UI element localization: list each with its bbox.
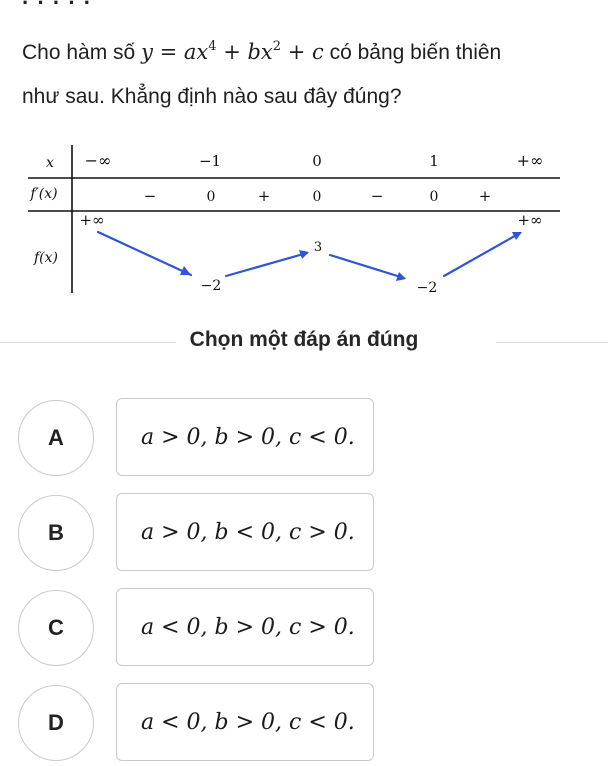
cropped-heading: · · · · · bbox=[22, 0, 93, 15]
x-value-one: 1 bbox=[429, 152, 439, 170]
function-expression: $y = ax^4 + bx^2 + c$ bbox=[141, 39, 324, 64]
option-answer-box[interactable]: a < 0, b > 0, c > 0. bbox=[116, 588, 374, 666]
answer-option-c[interactable] bbox=[18, 588, 378, 668]
fprime-zero-2: 0 bbox=[312, 189, 322, 205]
decreasing-arrow-1 bbox=[98, 232, 191, 275]
x-value-pos-infinity: +∞ bbox=[516, 151, 544, 170]
fprime-sign-1: − bbox=[143, 187, 157, 205]
arrowhead-3 bbox=[396, 272, 406, 281]
f-value-min-right: −2 bbox=[416, 280, 438, 296]
increasing-arrow-2 bbox=[444, 233, 520, 276]
variation-arrows bbox=[98, 232, 522, 281]
fprime-zero-1: 0 bbox=[206, 189, 216, 205]
fprime-sign-2: + bbox=[257, 187, 271, 205]
question-suffix: có bảng biến thiên bbox=[323, 41, 502, 64]
answer-option-a[interactable] bbox=[18, 398, 378, 478]
option-letter-circle[interactable]: A bbox=[18, 400, 94, 476]
x-value-neg-infinity: −∞ bbox=[84, 151, 112, 170]
arrowhead-2 bbox=[299, 250, 309, 259]
fprime-row-label: f′(x) bbox=[30, 186, 58, 202]
option-letter-circle[interactable]: C bbox=[18, 590, 94, 666]
x-value-neg-one: −1 bbox=[198, 152, 222, 170]
fprime-sign-4: + bbox=[478, 187, 492, 205]
f-row-label: f(x) bbox=[33, 250, 59, 266]
f-value-min-left: −2 bbox=[200, 278, 222, 294]
option-answer-box[interactable]: a > 0, b > 0, c < 0. bbox=[116, 398, 374, 476]
fprime-zero-3: 0 bbox=[429, 189, 439, 205]
increasing-arrow-1 bbox=[226, 253, 307, 276]
f-value-right-infinity: +∞ bbox=[517, 211, 543, 229]
x-row-label: x bbox=[46, 155, 54, 171]
option-letter-circle[interactable]: D bbox=[18, 685, 94, 761]
f-value-max: 3 bbox=[313, 240, 323, 255]
f-value-left-infinity: +∞ bbox=[79, 211, 105, 229]
fprime-sign-3: − bbox=[370, 187, 384, 205]
option-letter-circle[interactable]: B bbox=[18, 495, 94, 571]
x-value-zero: 0 bbox=[312, 152, 322, 170]
answer-option-d[interactable] bbox=[18, 683, 378, 763]
answer-option-b[interactable] bbox=[18, 493, 378, 573]
choose-answer-label: Chọn một đáp án đúng bbox=[189, 328, 419, 351]
option-answer-box[interactable]: a < 0, b > 0, c < 0. bbox=[116, 683, 374, 761]
variation-table bbox=[0, 0, 608, 320]
question-line-2: như sau. Khẳng định nào sau đây đúng? bbox=[22, 85, 402, 108]
decreasing-arrow-2 bbox=[330, 255, 404, 278]
option-answer-box[interactable]: a > 0, b < 0, c > 0. bbox=[116, 493, 374, 571]
question-prefix: Cho hàm số bbox=[22, 41, 142, 64]
answer-prompt-divider bbox=[0, 326, 608, 360]
